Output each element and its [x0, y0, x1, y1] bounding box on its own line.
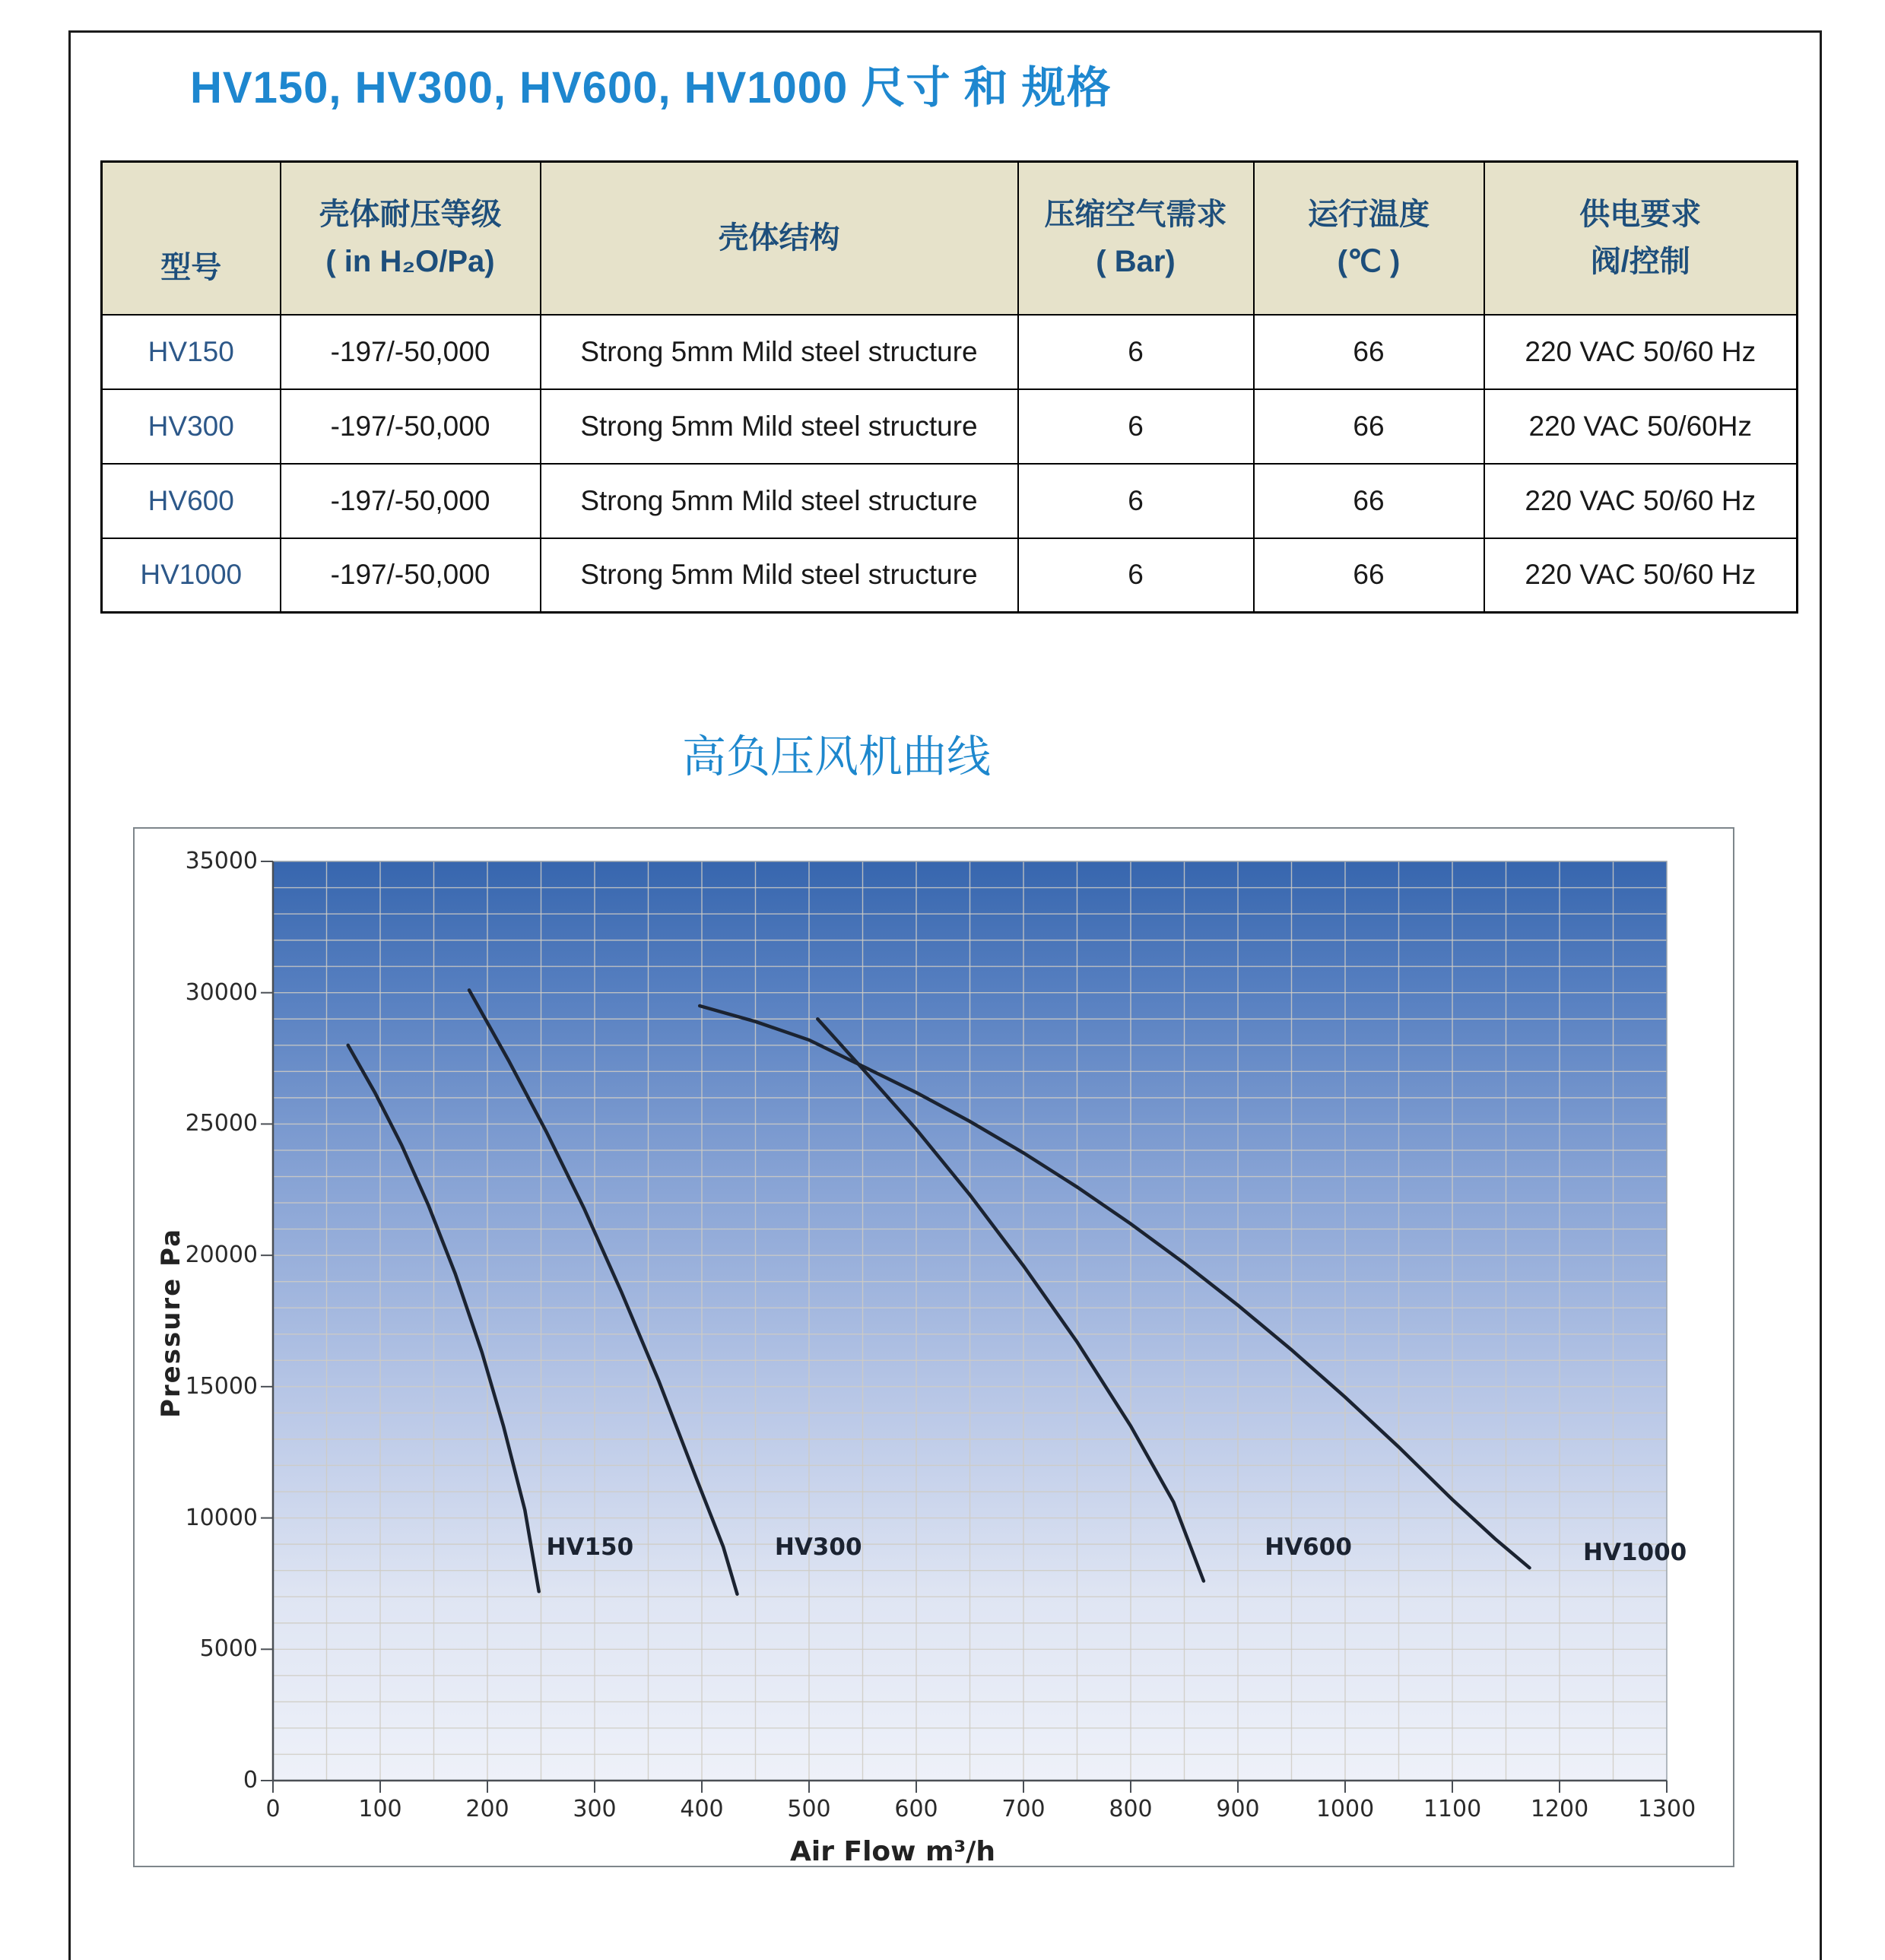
- temp-cell: 66: [1254, 315, 1484, 389]
- temp-cell: 66: [1254, 538, 1484, 613]
- chart-title: 高负压风机曲线: [681, 732, 991, 782]
- x-tick-label: 500: [787, 1796, 831, 1822]
- x-tick-label: 600: [894, 1796, 938, 1822]
- model-cell: HV150: [102, 315, 281, 389]
- x-tick-label: 1300: [1637, 1796, 1696, 1822]
- x-tick-label: 300: [573, 1796, 617, 1822]
- structure-cell: Strong 5mm Mild steel structure: [541, 538, 1018, 613]
- x-tick-label: 700: [1001, 1796, 1046, 1822]
- model-cell: HV300: [102, 389, 281, 464]
- col-header-air-line1: 压缩空气需求: [1044, 198, 1227, 232]
- structure-cell: Strong 5mm Mild steel structure: [541, 315, 1018, 389]
- power-cell: 220 VAC 50/60 Hz: [1484, 315, 1798, 389]
- x-axis-title: Air Flow m³/h: [790, 1836, 995, 1867]
- col-header-structure: [541, 162, 1018, 315]
- col-header-model: [102, 162, 281, 315]
- x-tick-label: 400: [680, 1796, 724, 1822]
- y-tick-label: 10000: [185, 1504, 258, 1531]
- svg-text:HV300: HV300: [774, 1533, 862, 1561]
- power-cell: 220 VAC 50/60 Hz: [1484, 464, 1798, 538]
- rating-cell: -197/-50,000: [281, 538, 541, 613]
- col-header-rating-line1: 壳体耐压等级: [319, 198, 502, 232]
- col-header-air-line2: ( Bar): [1096, 245, 1176, 279]
- table-header-row: [102, 162, 1798, 315]
- x-tick-label: 1200: [1530, 1796, 1589, 1822]
- temp-cell: 66: [1254, 389, 1484, 464]
- y-tick-label: 0: [243, 1767, 258, 1793]
- svg-text:HV150: HV150: [546, 1533, 634, 1561]
- col-header-rating-line2: ( in H₂O/Pa): [325, 245, 495, 279]
- table-row: [102, 464, 1798, 538]
- y-axis-title: Pressure Pa: [156, 1227, 186, 1419]
- col-header-model-label: 型号: [160, 251, 222, 285]
- model-cell: HV600: [102, 464, 281, 538]
- x-tick-label: 200: [465, 1796, 509, 1822]
- y-tick-label: 5000: [199, 1635, 258, 1663]
- col-header-temp-line2: (℃ ): [1337, 245, 1401, 279]
- y-tick-label: 30000: [185, 978, 258, 1006]
- x-tick-label: 0: [265, 1796, 281, 1822]
- x-tick-label: 800: [1109, 1796, 1153, 1822]
- rating-cell: -197/-50,000: [281, 464, 541, 538]
- col-header-power: [1484, 162, 1798, 315]
- y-tick-label: 15000: [185, 1372, 258, 1400]
- structure-cell: Strong 5mm Mild steel structure: [541, 389, 1018, 464]
- y-tick-label: 20000: [185, 1242, 258, 1269]
- plot-area: [273, 861, 1687, 1781]
- y-tick-label: 25000: [185, 1110, 258, 1137]
- x-tick-label: 900: [1216, 1796, 1260, 1822]
- fan-curve-chart: [133, 827, 1734, 1867]
- model-cell: HV1000: [102, 538, 281, 613]
- air-cell: 6: [1018, 389, 1254, 464]
- air-cell: 6: [1018, 464, 1254, 538]
- col-header-temp-line1: 运行温度: [1308, 198, 1430, 232]
- air-cell: 6: [1018, 315, 1254, 389]
- power-cell: 220 VAC 50/60 Hz: [1484, 538, 1798, 613]
- spec-table: [100, 160, 1798, 614]
- svg-text:HV600: HV600: [1265, 1533, 1352, 1561]
- col-header-air: [1018, 162, 1254, 315]
- x-tick-label: 1000: [1315, 1796, 1375, 1822]
- col-header-power-line1: 供电要求: [1579, 198, 1702, 232]
- power-cell: 220 VAC 50/60Hz: [1484, 389, 1798, 464]
- y-tick-label: 35000: [185, 848, 258, 874]
- table-row: [102, 389, 1798, 464]
- rating-cell: -197/-50,000: [281, 389, 541, 464]
- air-cell: 6: [1018, 538, 1254, 613]
- col-header-power-line2: 阀/控制: [1590, 245, 1690, 279]
- col-header-structure-label: 壳体结构: [718, 221, 840, 255]
- x-tick-label: 100: [358, 1796, 402, 1822]
- structure-cell: Strong 5mm Mild steel structure: [541, 464, 1018, 538]
- col-header-rating: [281, 162, 541, 315]
- x-tick-label: 1100: [1423, 1796, 1482, 1822]
- temp-cell: 66: [1254, 464, 1484, 538]
- table-row: [102, 538, 1798, 613]
- col-header-temp: [1254, 162, 1484, 315]
- page-title: HV150, HV300, HV600, HV1000 尺寸 和 规格: [190, 63, 1112, 113]
- table-row: [102, 315, 1798, 389]
- svg-text:HV1000: HV1000: [1583, 1538, 1687, 1566]
- rating-cell: -197/-50,000: [281, 315, 541, 389]
